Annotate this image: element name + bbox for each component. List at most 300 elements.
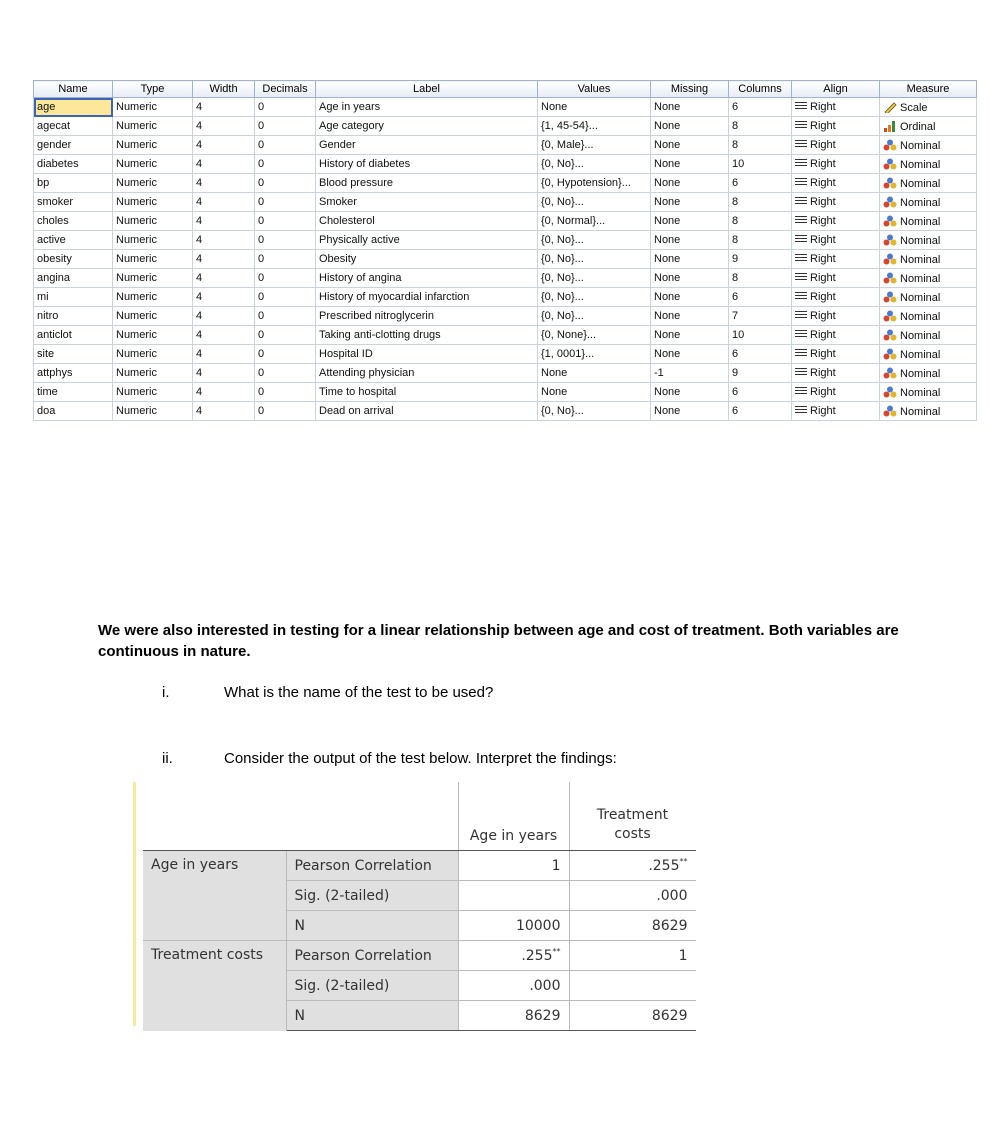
column-header-missing[interactable]: Missing: [651, 81, 729, 98]
cell-text: Nominal: [900, 253, 941, 266]
cell-decimals[interactable]: [255, 345, 316, 364]
nominal-icon: [883, 367, 897, 379]
cell-missing[interactable]: [651, 174, 729, 193]
cell-label[interactable]: [316, 136, 538, 155]
cell-text: Taking anti-clotting drugs: [319, 329, 441, 341]
variable-row[interactable]: [34, 326, 977, 345]
cell-text: 9: [732, 253, 739, 265]
cell-width[interactable]: [193, 212, 255, 231]
cell-name[interactable]: [34, 98, 113, 117]
statistic-label: Sig. (2-tailed): [286, 881, 458, 911]
cell-text: -1: [654, 367, 664, 379]
cell-text: None: [654, 234, 681, 246]
cell-text: active: [37, 234, 66, 246]
cell-text: 0: [258, 310, 265, 322]
statistic-value: [458, 941, 569, 971]
cell-decimals[interactable]: [255, 98, 316, 117]
cell-columns[interactable]: [729, 98, 792, 117]
variable-view-grid: [33, 80, 977, 421]
cell-text: Ordinal: [900, 120, 936, 133]
cell-type[interactable]: [113, 155, 193, 174]
cell-text: Numeric: [116, 177, 157, 189]
cell-name[interactable]: [34, 117, 113, 136]
cell-columns[interactable]: [729, 288, 792, 307]
cell-text: Right: [810, 215, 836, 227]
cell-label[interactable]: [316, 307, 538, 326]
cell-width[interactable]: [193, 288, 255, 307]
cell-text: 0: [258, 291, 265, 303]
cell-columns[interactable]: [729, 174, 792, 193]
cell-text: 4: [196, 215, 203, 227]
cell-values[interactable]: [538, 307, 651, 326]
cell-label[interactable]: [316, 212, 538, 231]
cell-text: Numeric: [116, 291, 157, 303]
cell-width[interactable]: [193, 402, 255, 421]
cell-text: Right: [810, 120, 836, 132]
cell-values[interactable]: [538, 174, 651, 193]
cell-width[interactable]: [193, 269, 255, 288]
cell-text: Right: [810, 196, 836, 208]
statistic-label: N: [286, 911, 458, 941]
cell-name[interactable]: [34, 250, 113, 269]
cell-text: 8: [732, 234, 739, 246]
cell-missing[interactable]: [651, 136, 729, 155]
variable-row[interactable]: [34, 174, 977, 193]
variable-row[interactable]: [34, 136, 977, 155]
variable-row[interactable]: [34, 345, 977, 364]
cell-type[interactable]: [113, 345, 193, 364]
cell-width[interactable]: [193, 136, 255, 155]
cell-measure[interactable]: [880, 307, 977, 326]
cell-text: None: [654, 120, 681, 132]
cell-values[interactable]: [538, 212, 651, 231]
cell-columns[interactable]: [729, 383, 792, 402]
column-header-width[interactable]: Width: [193, 81, 255, 98]
cell-type[interactable]: [113, 136, 193, 155]
variable-view-header-row: [34, 81, 977, 98]
cell-name[interactable]: [34, 155, 113, 174]
cell-values[interactable]: [538, 345, 651, 364]
cell-label[interactable]: [316, 98, 538, 117]
cell-text: diabetes: [37, 158, 79, 170]
cell-values[interactable]: [538, 383, 651, 402]
cell-values[interactable]: [538, 402, 651, 421]
column-header-name[interactable]: Name: [34, 81, 113, 98]
align-right-icon: [795, 254, 807, 263]
cell-text: age: [37, 101, 56, 113]
cell-values[interactable]: [538, 269, 651, 288]
cell-text: 0: [258, 234, 265, 246]
cell-label[interactable]: [316, 288, 538, 307]
cell-text: 0: [258, 253, 265, 265]
variable-row[interactable]: [34, 193, 977, 212]
cell-text: gender: [37, 139, 72, 151]
cell-columns[interactable]: [729, 117, 792, 136]
variable-row[interactable]: [34, 307, 977, 326]
cell-text: Right: [810, 234, 836, 246]
cell-text: Right: [810, 348, 836, 360]
cell-missing[interactable]: [651, 193, 729, 212]
cell-text: 0: [258, 139, 265, 151]
variable-row[interactable]: [34, 383, 977, 402]
cell-text: 0: [258, 272, 265, 284]
cell-width[interactable]: [193, 117, 255, 136]
cell-width[interactable]: [193, 155, 255, 174]
cell-align[interactable]: [792, 98, 880, 117]
cell-text: {0, No}...: [541, 158, 584, 170]
cell-align[interactable]: [792, 269, 880, 288]
cell-measure[interactable]: [880, 345, 977, 364]
cell-type[interactable]: [113, 212, 193, 231]
cell-width[interactable]: [193, 250, 255, 269]
nominal-icon: [883, 272, 897, 284]
variable-row[interactable]: [34, 98, 977, 117]
cell-width[interactable]: [193, 174, 255, 193]
cell-width[interactable]: [193, 383, 255, 402]
cell-align[interactable]: [792, 288, 880, 307]
variable-row[interactable]: [34, 155, 977, 174]
cell-columns[interactable]: [729, 345, 792, 364]
cell-type[interactable]: [113, 364, 193, 383]
cell-label[interactable]: [316, 155, 538, 174]
cell-text: Numeric: [116, 120, 157, 132]
cell-text: site: [37, 348, 55, 360]
cell-name[interactable]: [34, 402, 113, 421]
cell-name[interactable]: [34, 288, 113, 307]
cell-text: 4: [196, 177, 203, 189]
cell-text: 4: [196, 310, 203, 322]
cell-values[interactable]: [538, 326, 651, 345]
column-header-columns[interactable]: Columns: [729, 81, 792, 98]
cell-columns[interactable]: [729, 364, 792, 383]
cell-decimals[interactable]: [255, 155, 316, 174]
cell-name[interactable]: [34, 136, 113, 155]
cell-align[interactable]: [792, 193, 880, 212]
align-right-icon: [795, 121, 807, 130]
cell-text: 6: [732, 405, 739, 417]
align-right-icon: [795, 216, 807, 225]
cell-measure[interactable]: [880, 402, 977, 421]
cell-text: None: [654, 386, 681, 398]
cell-missing[interactable]: [651, 269, 729, 288]
cell-text: nitro: [37, 310, 59, 322]
cell-measure[interactable]: [880, 117, 977, 136]
cell-text: Numeric: [116, 367, 157, 379]
cell-align[interactable]: [792, 364, 880, 383]
cell-columns[interactable]: [729, 307, 792, 326]
cell-decimals[interactable]: [255, 250, 316, 269]
cell-align[interactable]: [792, 155, 880, 174]
cell-decimals[interactable]: [255, 402, 316, 421]
cell-align[interactable]: [792, 402, 880, 421]
variable-row[interactable]: [34, 288, 977, 307]
statistic-value: [569, 881, 696, 911]
cell-missing[interactable]: [651, 288, 729, 307]
cell-name[interactable]: [34, 345, 113, 364]
cell-columns[interactable]: [729, 212, 792, 231]
cell-text: doa: [37, 405, 56, 417]
cell-missing[interactable]: [651, 231, 729, 250]
cell-text: None: [541, 101, 568, 113]
cell-text: Right: [810, 158, 836, 170]
cell-missing[interactable]: [651, 345, 729, 364]
cell-decimals[interactable]: [255, 231, 316, 250]
align-right-icon: [795, 330, 807, 339]
cell-columns[interactable]: [729, 155, 792, 174]
cell-text: {0, No}...: [541, 253, 584, 265]
cell-columns[interactable]: [729, 193, 792, 212]
cell-type[interactable]: [113, 231, 193, 250]
cell-text: Numeric: [116, 405, 157, 417]
cell-values[interactable]: [538, 364, 651, 383]
cell-decimals[interactable]: [255, 212, 316, 231]
cell-values[interactable]: [538, 98, 651, 117]
cell-align[interactable]: [792, 345, 880, 364]
cell-missing[interactable]: [651, 250, 729, 269]
cell-name[interactable]: [34, 269, 113, 288]
cell-measure[interactable]: [880, 193, 977, 212]
cell-measure[interactable]: [880, 231, 977, 250]
variable-row[interactable]: [34, 212, 977, 231]
align-right-icon: [795, 406, 807, 415]
cell-decimals[interactable]: [255, 117, 316, 136]
corner-cell: [286, 782, 458, 851]
cell-name[interactable]: [34, 212, 113, 231]
statistic-value: [458, 911, 569, 941]
cell-decimals[interactable]: [255, 174, 316, 193]
cell-type[interactable]: [113, 174, 193, 193]
cell-label[interactable]: [316, 269, 538, 288]
cell-text: 4: [196, 405, 203, 417]
cell-align[interactable]: [792, 136, 880, 155]
correlations-output: [133, 782, 696, 1026]
row-variable-label: Treatment costs: [143, 941, 286, 1031]
cell-measure[interactable]: [880, 98, 977, 117]
cell-text: Right: [810, 272, 836, 284]
cell-missing[interactable]: [651, 326, 729, 345]
cell-text: History of angina: [319, 272, 402, 284]
variable-row[interactable]: [34, 269, 977, 288]
cell-align[interactable]: [792, 212, 880, 231]
cell-width[interactable]: [193, 193, 255, 212]
cell-text: Hospital ID: [319, 348, 373, 360]
cell-missing[interactable]: [651, 383, 729, 402]
cell-text: 4: [196, 139, 203, 151]
cell-name[interactable]: [34, 326, 113, 345]
cell-align[interactable]: [792, 326, 880, 345]
nominal-icon: [883, 139, 897, 151]
cell-columns[interactable]: [729, 402, 792, 421]
question-text: What is the name of the test to be used?: [224, 684, 494, 701]
cell-text: 0: [258, 215, 265, 227]
cell-name[interactable]: [34, 193, 113, 212]
cell-missing[interactable]: [651, 364, 729, 383]
corner-cell: [143, 782, 286, 851]
cell-text: Numeric: [116, 139, 157, 151]
cell-label[interactable]: [316, 174, 538, 193]
cell-columns[interactable]: [729, 136, 792, 155]
cell-text: None: [654, 329, 681, 341]
cell-align[interactable]: [792, 250, 880, 269]
cell-values[interactable]: [538, 250, 651, 269]
cell-type[interactable]: [113, 269, 193, 288]
cell-text: Dead on arrival: [319, 405, 394, 417]
align-right-icon: [795, 102, 807, 111]
cell-measure[interactable]: [880, 174, 977, 193]
cell-text: obesity: [37, 253, 72, 265]
cell-name[interactable]: [34, 383, 113, 402]
column-header-align[interactable]: Align: [792, 81, 880, 98]
column-header-decimals[interactable]: Decimals: [255, 81, 316, 98]
cell-text: {0, No}...: [541, 291, 584, 303]
cell-decimals[interactable]: [255, 288, 316, 307]
nominal-icon: [883, 253, 897, 265]
column-header-label[interactable]: Label: [316, 81, 538, 98]
cell-missing[interactable]: [651, 155, 729, 174]
cell-measure[interactable]: [880, 136, 977, 155]
cell-missing[interactable]: [651, 402, 729, 421]
cell-align[interactable]: [792, 231, 880, 250]
variable-row[interactable]: [34, 117, 977, 136]
cell-align[interactable]: [792, 383, 880, 402]
cell-type[interactable]: [113, 326, 193, 345]
cell-text: 10: [732, 329, 745, 341]
cell-values[interactable]: [538, 288, 651, 307]
cell-label[interactable]: [316, 364, 538, 383]
cell-decimals[interactable]: [255, 193, 316, 212]
cell-measure[interactable]: [880, 383, 977, 402]
cell-align[interactable]: [792, 307, 880, 326]
cell-name[interactable]: [34, 231, 113, 250]
cell-measure[interactable]: [880, 326, 977, 345]
cell-decimals[interactable]: [255, 326, 316, 345]
cell-text: None: [654, 215, 681, 227]
cell-type[interactable]: [113, 402, 193, 421]
cell-text: Age in years: [319, 101, 381, 113]
cell-width[interactable]: [193, 98, 255, 117]
cell-label[interactable]: [316, 383, 538, 402]
cell-label[interactable]: [316, 345, 538, 364]
cell-missing[interactable]: [651, 212, 729, 231]
cell-name[interactable]: [34, 174, 113, 193]
cell-align[interactable]: [792, 174, 880, 193]
cell-type[interactable]: [113, 307, 193, 326]
cell-width[interactable]: [193, 364, 255, 383]
statistic-value: [569, 911, 696, 941]
cell-measure[interactable]: [880, 364, 977, 383]
cell-text: Numeric: [116, 158, 157, 170]
variable-row[interactable]: [34, 364, 977, 383]
cell-columns[interactable]: [729, 326, 792, 345]
cell-type[interactable]: [113, 117, 193, 136]
cell-type[interactable]: [113, 98, 193, 117]
cell-text: 4: [196, 253, 203, 265]
value-text: 8629: [651, 1007, 688, 1024]
statistic-label: Sig. (2-tailed): [286, 971, 458, 1001]
cell-measure[interactable]: [880, 288, 977, 307]
variable-row[interactable]: [34, 231, 977, 250]
column-header-type[interactable]: Type: [113, 81, 193, 98]
cell-decimals[interactable]: [255, 136, 316, 155]
cell-label[interactable]: [316, 117, 538, 136]
cell-missing[interactable]: [651, 98, 729, 117]
cell-text: None: [654, 101, 681, 113]
cell-decimals[interactable]: [255, 383, 316, 402]
variable-row[interactable]: [34, 250, 977, 269]
cell-name[interactable]: [34, 307, 113, 326]
cell-text: Nominal: [900, 310, 941, 323]
cell-text: Nominal: [900, 196, 941, 209]
cell-text: Cholesterol: [319, 215, 375, 227]
cell-text: 9: [732, 367, 739, 379]
cell-values[interactable]: [538, 155, 651, 174]
cell-type[interactable]: [113, 193, 193, 212]
cell-measure[interactable]: [880, 269, 977, 288]
cell-type[interactable]: [113, 288, 193, 307]
cell-text: Nominal: [900, 367, 941, 380]
nominal-icon: [883, 215, 897, 227]
column-header-values[interactable]: Values: [538, 81, 651, 98]
cell-text: 4: [196, 120, 203, 132]
cell-text: 0: [258, 158, 265, 170]
statistic-value: [458, 881, 569, 911]
cell-measure[interactable]: [880, 250, 977, 269]
cell-label[interactable]: [316, 250, 538, 269]
cell-label[interactable]: [316, 326, 538, 345]
cell-label[interactable]: [316, 231, 538, 250]
column-header-measure[interactable]: Measure: [880, 81, 977, 98]
cell-name[interactable]: [34, 364, 113, 383]
cell-values[interactable]: [538, 117, 651, 136]
significance-marker: **: [552, 947, 561, 956]
cell-type[interactable]: [113, 250, 193, 269]
cell-columns[interactable]: [729, 250, 792, 269]
cell-text: time: [37, 386, 58, 398]
cell-measure[interactable]: [880, 212, 977, 231]
cell-decimals[interactable]: [255, 269, 316, 288]
cell-values[interactable]: [538, 231, 651, 250]
align-right-icon: [795, 140, 807, 149]
cell-columns[interactable]: [729, 231, 792, 250]
variable-row[interactable]: [34, 402, 977, 421]
cell-measure[interactable]: [880, 155, 977, 174]
cell-decimals[interactable]: [255, 364, 316, 383]
cell-text: {0, No}...: [541, 234, 584, 246]
cell-missing[interactable]: [651, 307, 729, 326]
cell-label[interactable]: [316, 193, 538, 212]
cell-width[interactable]: [193, 307, 255, 326]
cell-type[interactable]: [113, 383, 193, 402]
cell-values[interactable]: [538, 136, 651, 155]
cell-label[interactable]: [316, 402, 538, 421]
cell-text: 4: [196, 234, 203, 246]
cell-text: Right: [810, 310, 836, 322]
cell-width[interactable]: [193, 326, 255, 345]
cell-width[interactable]: [193, 231, 255, 250]
cell-text: choles: [37, 215, 69, 227]
cell-align[interactable]: [792, 117, 880, 136]
statistic-value: [569, 941, 696, 971]
cell-decimals[interactable]: [255, 307, 316, 326]
cell-missing[interactable]: [651, 117, 729, 136]
cell-width[interactable]: [193, 345, 255, 364]
cell-values[interactable]: [538, 193, 651, 212]
cell-text: None: [654, 272, 681, 284]
cell-columns[interactable]: [729, 269, 792, 288]
cell-text: {0, No}...: [541, 196, 584, 208]
cell-text: Numeric: [116, 215, 157, 227]
cell-text: Scale: [900, 101, 928, 114]
